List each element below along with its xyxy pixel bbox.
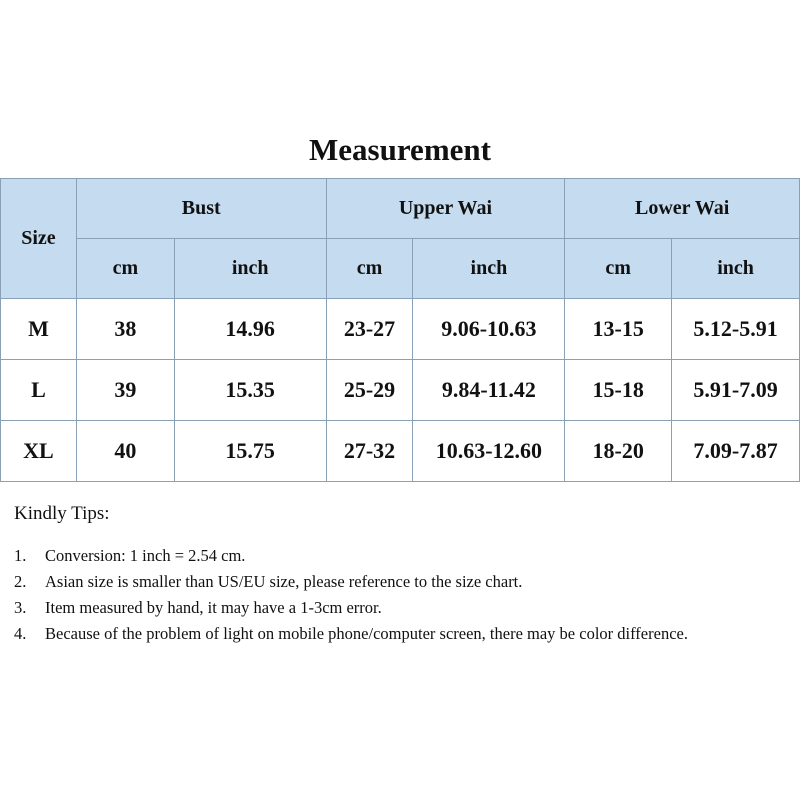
list-item <box>14 595 784 621</box>
tip-text: Conversion: 1 inch = 2.54 cm. <box>45 546 246 565</box>
value-cell: 5.91-7.09 <box>672 360 800 421</box>
value-cell: 10.63-12.60 <box>413 421 565 482</box>
list-number: 3. <box>14 598 27 617</box>
list-number: 4. <box>14 624 27 643</box>
size-header: Size <box>1 179 77 299</box>
value-cell: 27-32 <box>326 421 413 482</box>
table-row <box>1 421 800 482</box>
value-cell: 38 <box>76 299 174 360</box>
group-header-upper-waist: Upper Wai <box>326 179 565 239</box>
group-header-bust: Bust <box>76 179 326 239</box>
unit-header: cm <box>565 239 672 299</box>
value-cell: 18-20 <box>565 421 672 482</box>
value-cell: 15-18 <box>565 360 672 421</box>
value-cell: 5.12-5.91 <box>672 299 800 360</box>
value-cell: 14.96 <box>174 299 326 360</box>
list-number: 1. <box>14 546 27 565</box>
list-item <box>14 569 784 595</box>
value-cell: 39 <box>76 360 174 421</box>
kindly-tips <box>14 503 784 647</box>
value-cell: 23-27 <box>326 299 413 360</box>
size-cell: M <box>1 299 77 360</box>
size-cell: L <box>1 360 77 421</box>
group-header-lower-waist: Lower Wai <box>565 179 800 239</box>
unit-header: cm <box>76 239 174 299</box>
value-cell: 9.84-11.42 <box>413 360 565 421</box>
unit-header: inch <box>672 239 800 299</box>
value-cell: 13-15 <box>565 299 672 360</box>
tip-text: Asian size is smaller than US/EU size, please reference to the size chart. <box>45 572 523 591</box>
size-cell: XL <box>1 421 77 482</box>
value-cell: 25-29 <box>326 360 413 421</box>
table-row <box>1 299 800 360</box>
page-title: Measurement <box>309 132 491 167</box>
tips-list <box>14 543 784 647</box>
list-item <box>14 621 784 647</box>
size-chart-table <box>0 178 800 482</box>
value-cell: 15.35 <box>174 360 326 421</box>
header-row-units <box>1 239 800 299</box>
value-cell: 40 <box>76 421 174 482</box>
value-cell: 9.06-10.63 <box>413 299 565 360</box>
unit-header: inch <box>174 239 326 299</box>
tip-text: Item measured by hand, it may have a 1-3cm error. <box>45 598 382 617</box>
table-row <box>1 360 800 421</box>
list-item <box>14 543 784 569</box>
value-cell: 7.09-7.87 <box>672 421 800 482</box>
unit-header: cm <box>326 239 413 299</box>
tip-text: Because of the problem of light on mobile phone/computer screen, there may be color difference. <box>45 624 688 643</box>
unit-header: inch <box>413 239 565 299</box>
tips-title: Kindly Tips: <box>14 503 110 524</box>
header-row-groups <box>1 179 800 239</box>
value-cell: 15.75 <box>174 421 326 482</box>
list-number: 2. <box>14 572 27 591</box>
